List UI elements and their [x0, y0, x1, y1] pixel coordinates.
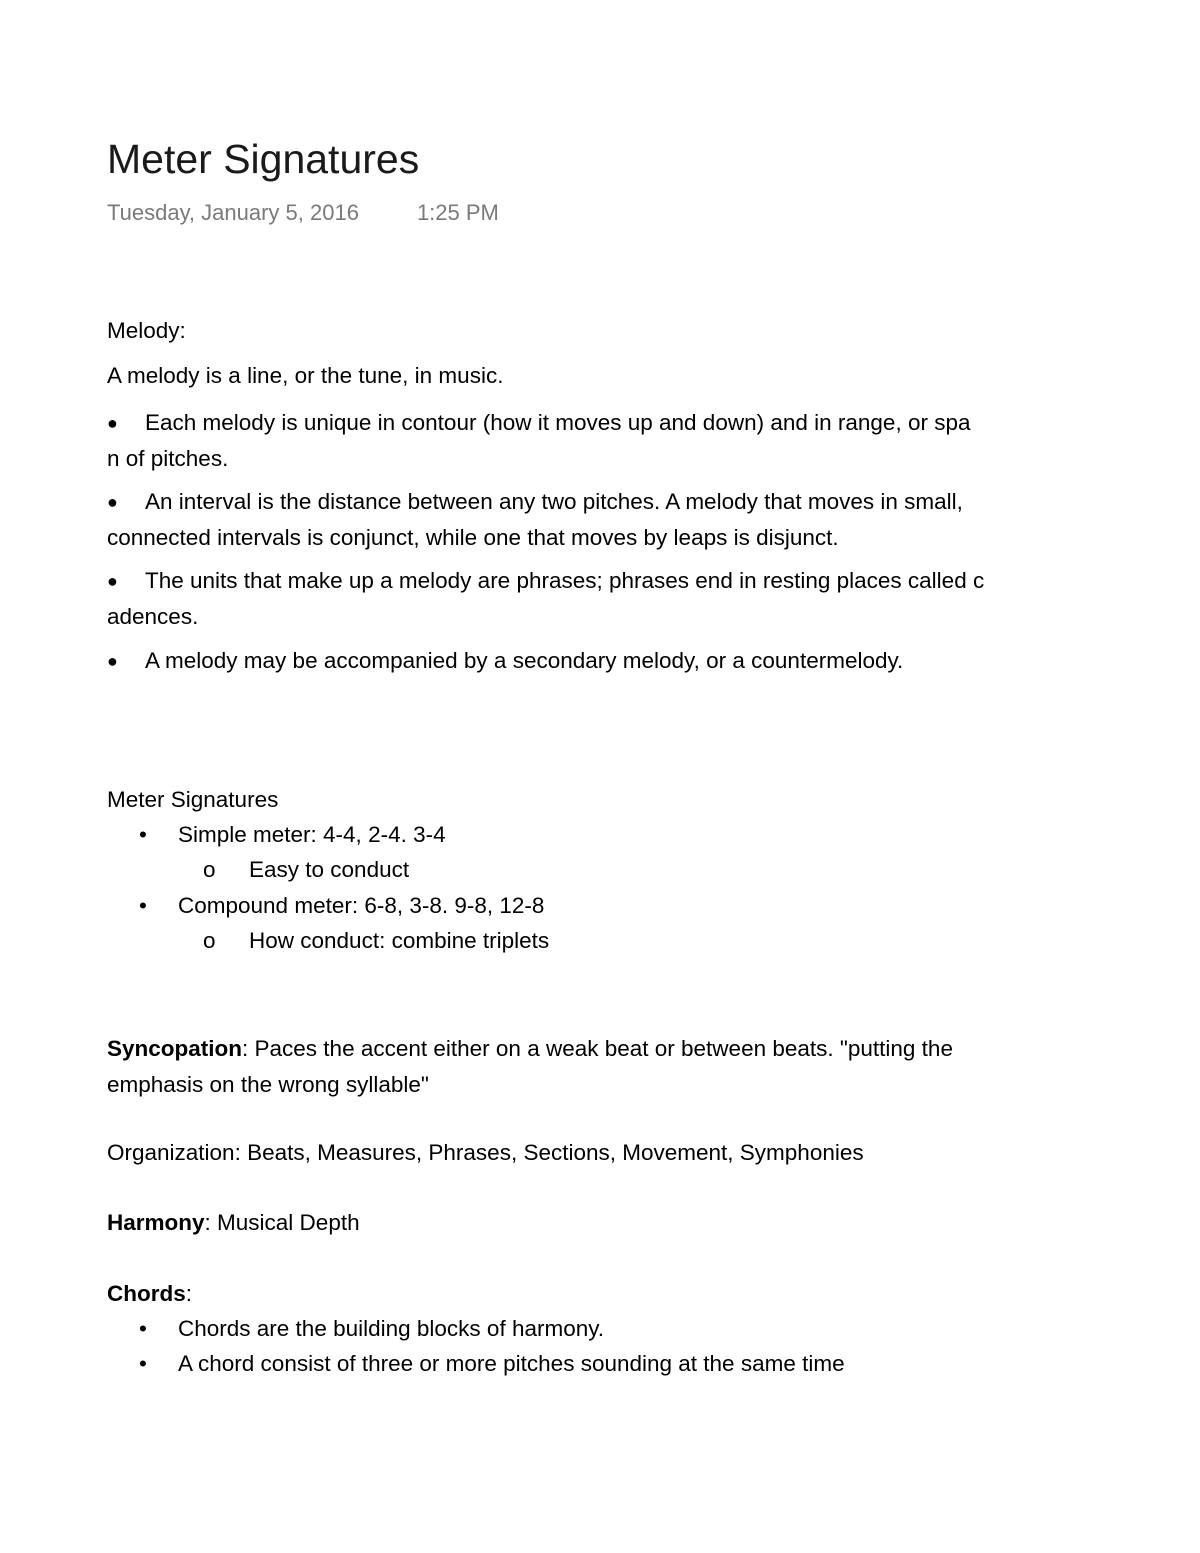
bullet-dot-icon: •	[139, 1316, 147, 1341]
bullet-text: A melody may be accompanied by a secondary melody, or a countermelody.	[145, 648, 904, 673]
meter-item-simple	[139, 818, 446, 852]
melody-bullet-3-line-1	[107, 563, 984, 599]
bullet-dot-icon: ●	[107, 651, 118, 671]
date-time-line	[107, 198, 499, 228]
bullet-text: An interval is the distance between any two pitches. A melody that moves in small,	[145, 489, 963, 514]
melody-bullet-2-line-1	[107, 484, 963, 520]
circle-bullet-icon: o	[203, 857, 216, 882]
chords-item-2	[139, 1347, 845, 1381]
meter-item-compound	[139, 889, 544, 923]
bullet-dot-icon: ●	[107, 413, 118, 433]
bullet-dot-icon: ●	[107, 492, 118, 512]
syncopation-term: Syncopation	[107, 1036, 243, 1061]
bullet-dot-icon: •	[139, 1351, 147, 1376]
syncopation-line-1	[107, 1031, 953, 1067]
syncopation-line-2: emphasis on the wrong syllable"	[107, 1072, 429, 1097]
note-date: Tuesday, January 5, 2016	[107, 200, 359, 225]
meter-subitem-label: Easy to conduct	[249, 857, 410, 882]
bullet-dot-icon: •	[139, 893, 147, 918]
chords-colon: :	[185, 1281, 193, 1306]
chords-item-1	[139, 1312, 604, 1346]
meter-item-label: Simple meter: 4-4, 2-4. 3-4	[178, 822, 446, 847]
chords-item-text: Chords are the building blocks of harmony.	[178, 1316, 605, 1341]
melody-heading: Melody:	[107, 318, 186, 343]
meter-heading: Meter Signatures	[107, 787, 279, 812]
circle-bullet-icon: o	[203, 928, 216, 953]
note-time: 1:25 PM	[416, 200, 499, 225]
page-title: Meter Signatures	[107, 136, 420, 182]
meter-subitem-compound	[203, 924, 549, 958]
melody-bullet-3-line-2: adences.	[107, 604, 199, 629]
harmony-term: Harmony	[107, 1210, 205, 1235]
melody-bullet-1-line-2: n of pitches.	[107, 446, 229, 471]
melody-bullet-2-line-2: connected intervals is conjunct, while one that moves by leaps is disjunct.	[107, 525, 839, 550]
bullet-dot-icon: •	[139, 822, 147, 847]
bullet-text: The units that make up a melody are phrases; phrases end in resting places called c	[145, 568, 985, 593]
meter-item-label: Compound meter: 6-8, 3-8. 9-8, 12-8	[178, 893, 545, 918]
chords-term: Chords	[107, 1281, 186, 1306]
meter-subitem-label: How conduct: combine triplets	[249, 928, 550, 953]
syncopation-definition: : Paces the accent either on a weak beat or between beats. "putting the	[242, 1036, 953, 1061]
bullet-dot-icon: ●	[107, 571, 118, 591]
organization-line: Organization: Beats, Measures, Phrases, Sections, Movement, Symphonies	[107, 1140, 864, 1165]
melody-bullet-4-line-1	[107, 643, 903, 679]
chords-item-text: A chord consist of three or more pitches sounding at the same time	[178, 1351, 845, 1376]
melody-intro: A melody is a line, or the tune, in music.	[107, 363, 504, 388]
meter-subitem-simple	[203, 853, 409, 887]
harmony-line	[107, 1206, 360, 1240]
chords-heading	[107, 1277, 192, 1311]
melody-bullet-1-line-1	[107, 405, 970, 441]
bullet-text: Each melody is unique in contour (how it moves up and down) and in range, or spa	[145, 410, 971, 435]
harmony-definition: : Musical Depth	[204, 1210, 360, 1235]
